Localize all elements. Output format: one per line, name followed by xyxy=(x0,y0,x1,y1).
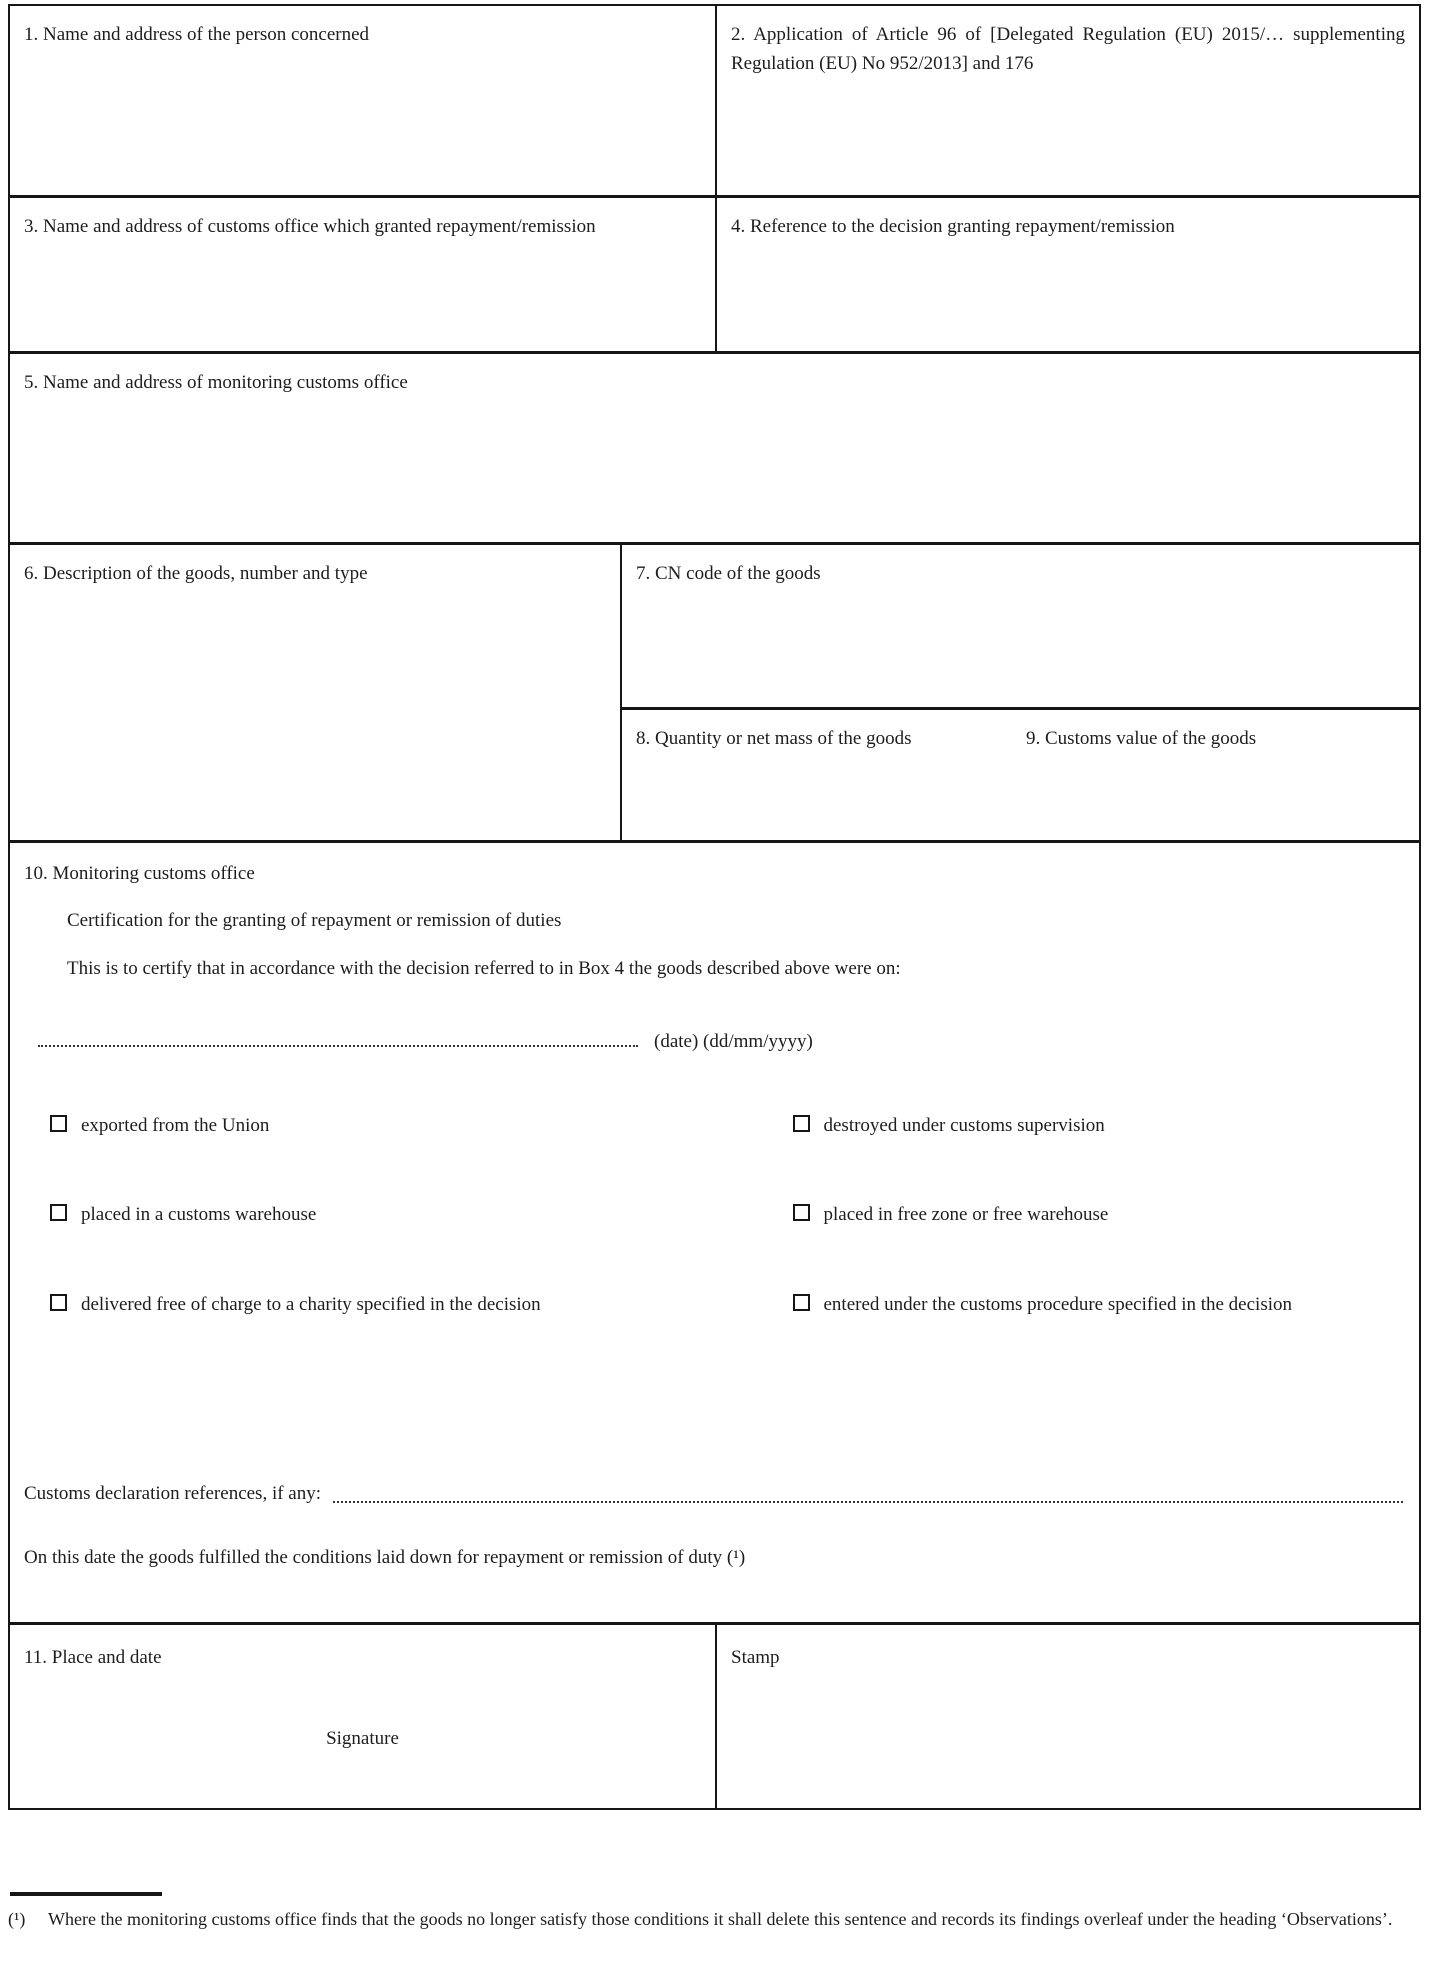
box-2-label: 2. Application of Article 96 of [Delegated Regulation (EU) 2015/… supplementing Regulation (EU) No 952/2013] and 176 xyxy=(731,24,1405,75)
date-line xyxy=(38,1027,1405,1056)
option-label: destroyed under customs supervision xyxy=(823,1114,1105,1136)
box-2-application-article xyxy=(715,6,1419,195)
declaration-references-input-line[interactable] xyxy=(333,1501,1403,1503)
box-3-label: 3. Name and address of customs office which granted repayment/remission xyxy=(24,216,596,237)
footnote xyxy=(8,1892,1421,1933)
declaration-references-line xyxy=(24,1479,1405,1508)
option-placed-free-zone xyxy=(715,1200,1406,1229)
footnote-rule xyxy=(10,1892,162,1896)
box-10-certify-text: This is to certify that in accordance with the decision referred to in Box 4 the goods described above were on: xyxy=(67,957,901,979)
box-9-customs-value xyxy=(1012,710,1419,840)
conditions-fulfilled-text: On this date the goods fulfilled the conditions laid down for repayment or remission of duty (¹) xyxy=(24,1546,746,1568)
checkbox-exported-from-union[interactable] xyxy=(50,1115,67,1132)
box-9-label: 9. Customs value of the goods xyxy=(1026,728,1257,749)
option-exported-from-union xyxy=(24,1111,715,1140)
form-row-5 xyxy=(10,840,1419,1622)
date-input-line[interactable] xyxy=(38,1027,638,1047)
form-row-2 xyxy=(10,195,1419,351)
box-1-person-name-address xyxy=(10,6,715,195)
box-5-monitoring-office xyxy=(10,354,1419,542)
form-row-4 xyxy=(10,542,1419,840)
stamp-box xyxy=(715,1625,1419,1808)
footnote-marker: (¹) xyxy=(8,1909,26,1929)
signature-label: Signature xyxy=(326,1728,399,1750)
box-10-monitoring-certification xyxy=(10,843,1419,1622)
form-row-3 xyxy=(10,351,1419,542)
customs-form-table xyxy=(8,4,1421,1810)
box-11-place-and-date xyxy=(10,1625,715,1808)
stamp-label: Stamp xyxy=(731,1647,780,1668)
box-7-cn-code xyxy=(622,545,1419,707)
checkbox-entered-customs-procedure[interactable] xyxy=(793,1294,810,1311)
footnote-body xyxy=(8,1906,1421,1933)
footnote-text: Where the monitoring customs office finds that the goods no longer satisfy those conditions it shall delete this sentence and records its findings overleaf under the heading ‘Observations’. xyxy=(48,1909,1393,1929)
form-row-4b xyxy=(622,707,1419,840)
box-6-goods-description xyxy=(10,545,620,840)
option-label: delivered free of charge to a charity specified in the decision xyxy=(81,1293,541,1315)
box-1-label: 1. Name and address of the person concerned xyxy=(24,24,370,45)
form-row-4-right xyxy=(620,545,1419,840)
box-5-label: 5. Name and address of monitoring customs office xyxy=(24,372,408,393)
option-delivered-to-charity xyxy=(24,1290,715,1319)
checkbox-placed-free-zone[interactable] xyxy=(793,1204,810,1221)
checkbox-delivered-to-charity[interactable] xyxy=(50,1294,67,1311)
box-8-quantity-net-mass xyxy=(622,710,1012,840)
box-8-label: 8. Quantity or net mass of the goods xyxy=(636,728,912,749)
box-4-decision-reference xyxy=(715,198,1419,351)
option-entered-customs-procedure xyxy=(715,1290,1406,1319)
option-label: entered under the customs procedure specified in the decision xyxy=(823,1293,1292,1315)
box-10-title: 10. Monitoring customs office xyxy=(24,863,255,884)
box-11-label: 11. Place and date xyxy=(24,1647,162,1668)
certification-options xyxy=(24,1111,1405,1319)
checkbox-destroyed-under-supervision[interactable] xyxy=(793,1115,810,1132)
option-label: placed in a customs warehouse xyxy=(81,1204,317,1226)
form-row-1 xyxy=(10,6,1419,195)
date-format-hint: (date) (dd/mm/yyyy) xyxy=(654,1031,813,1053)
box-6-label: 6. Description of the goods, number and type xyxy=(24,563,368,584)
option-label: exported from the Union xyxy=(81,1114,270,1136)
box-4-label: 4. Reference to the decision granting repayment/remission xyxy=(731,216,1175,237)
box-3-granting-office xyxy=(10,198,715,351)
form-row-6 xyxy=(10,1622,1419,1808)
option-placed-customs-warehouse xyxy=(24,1200,715,1229)
option-label: placed in free zone or free warehouse xyxy=(823,1204,1109,1226)
box-7-label: 7. CN code of the goods xyxy=(636,563,821,584)
checkbox-placed-customs-warehouse[interactable] xyxy=(50,1204,67,1221)
option-destroyed-under-supervision xyxy=(715,1111,1406,1140)
box-10-subtitle: Certification for the granting of repayment or remission of duties xyxy=(67,910,562,932)
declaration-references-label: Customs declaration references, if any: xyxy=(24,1483,322,1505)
